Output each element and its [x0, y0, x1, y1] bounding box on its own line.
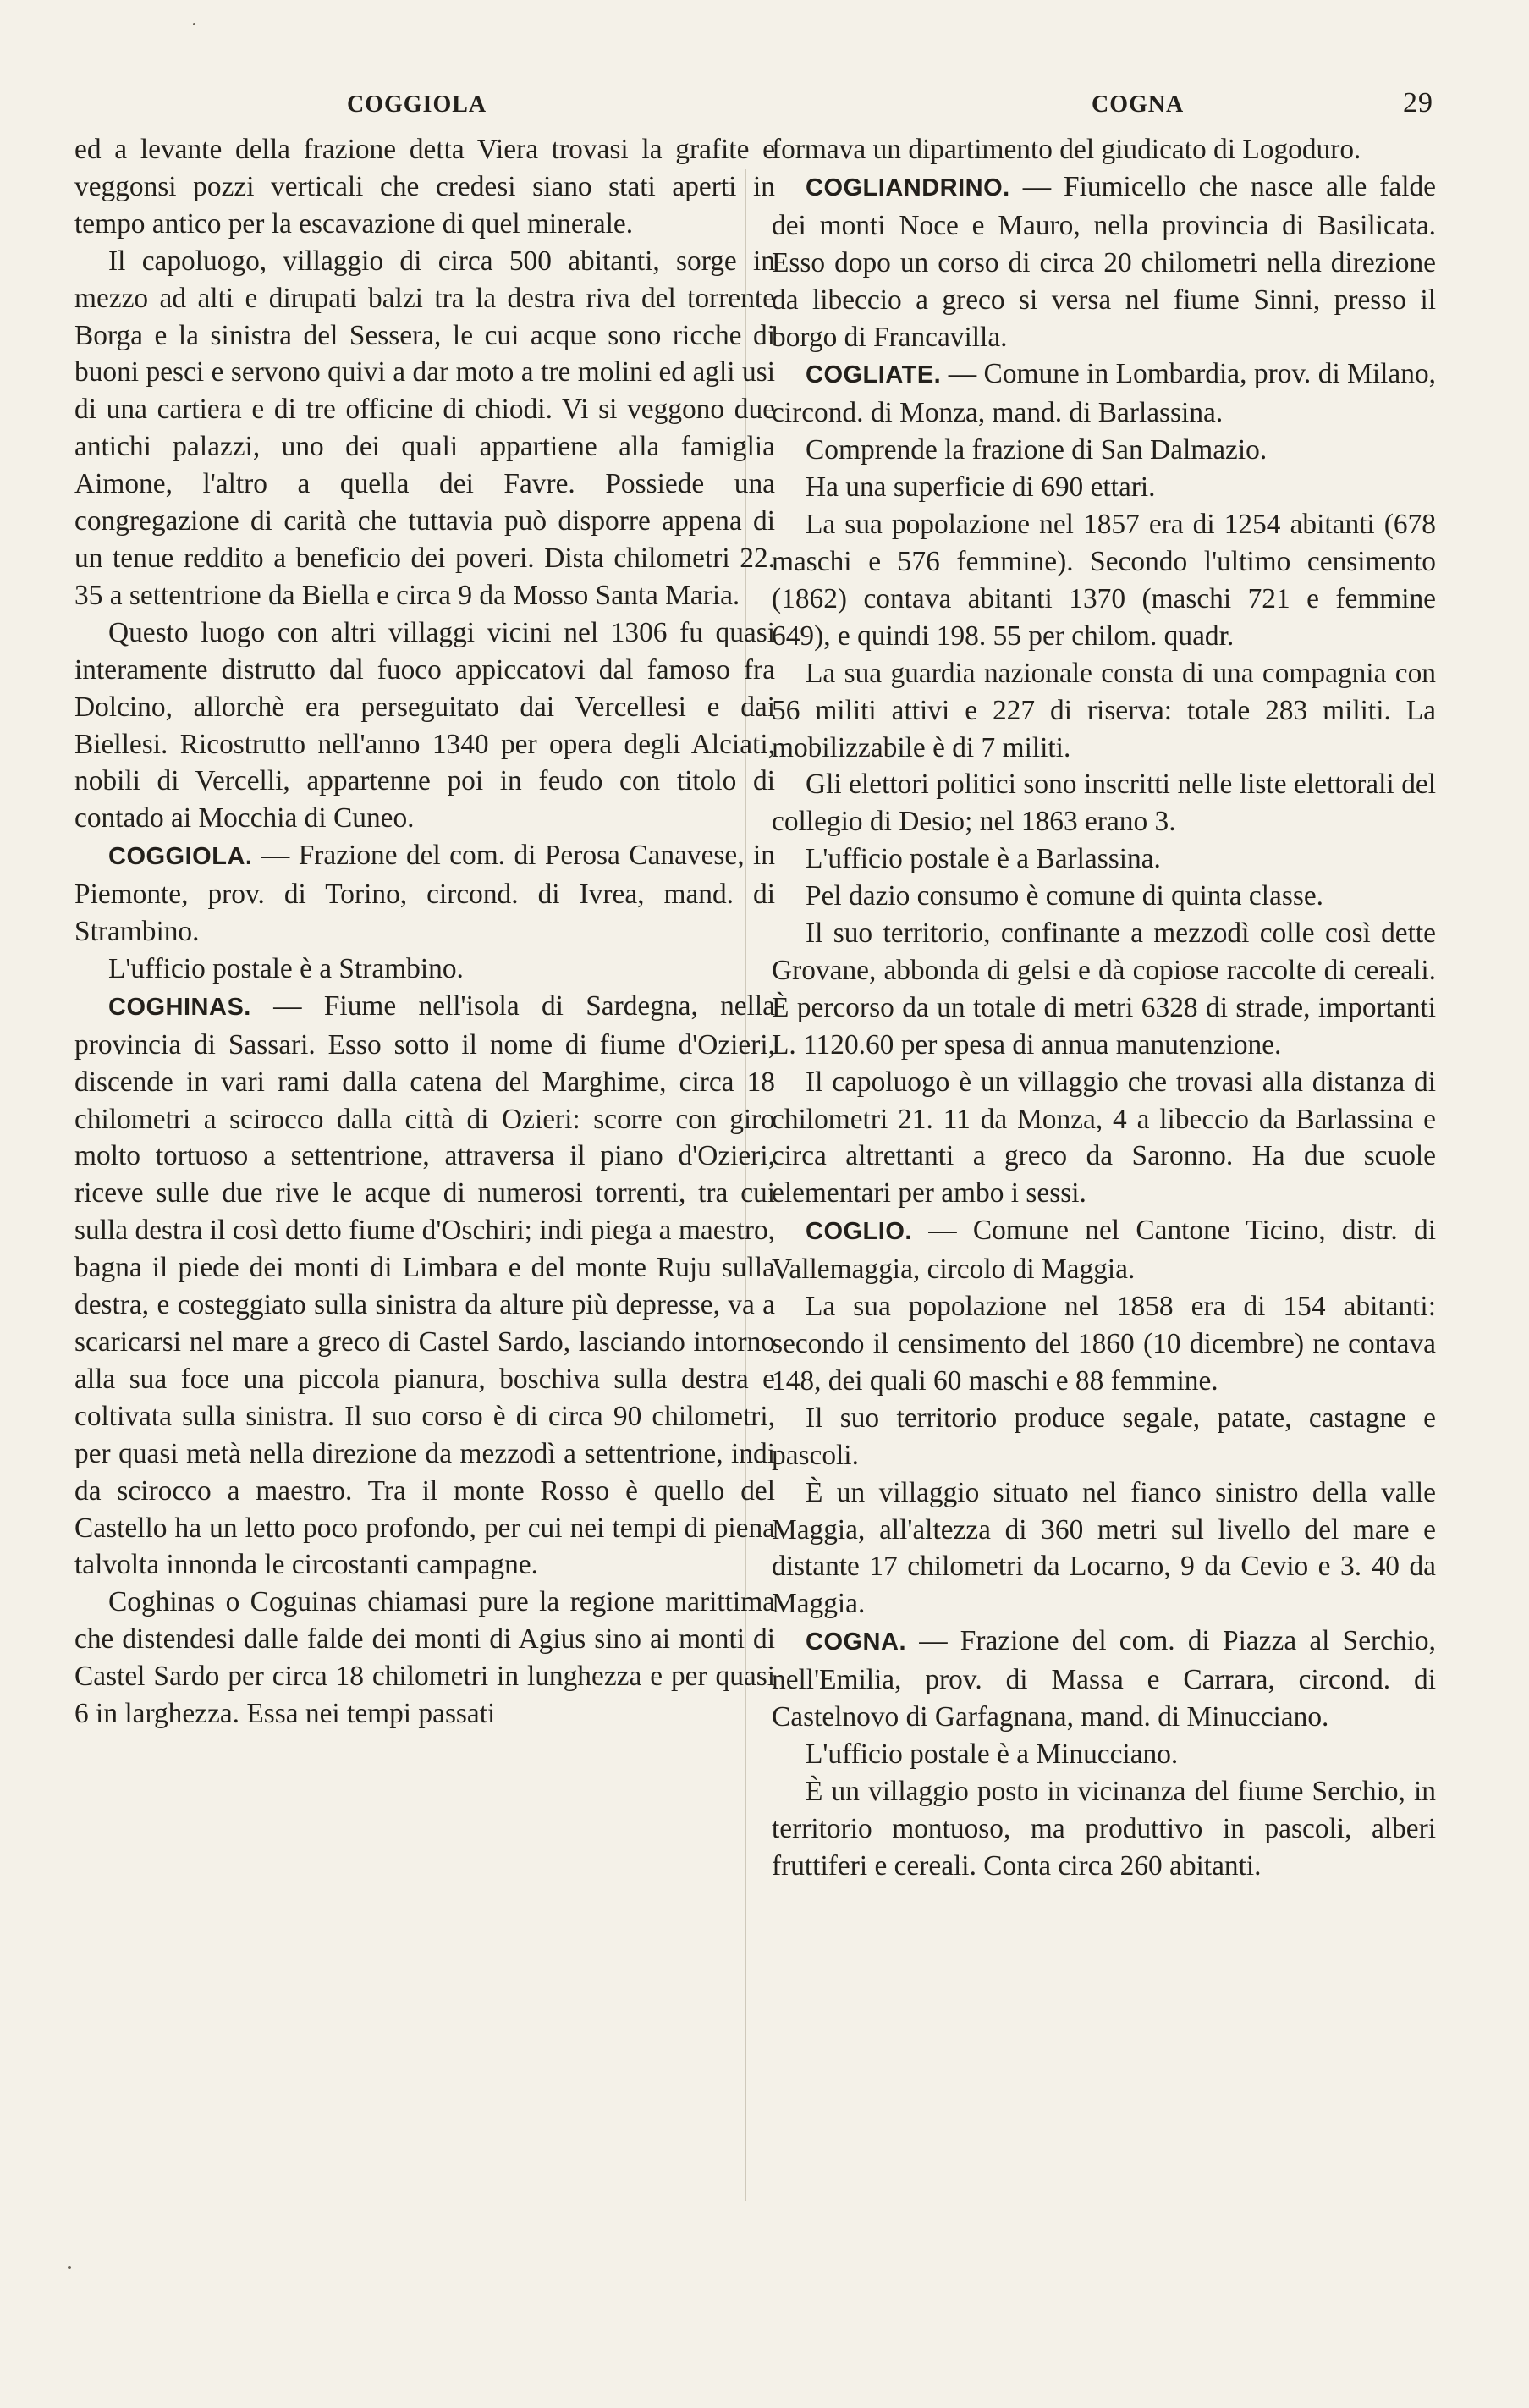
- paragraph: La sua popolazione nel 1857 era di 1254 abitanti (678 maschi e 576 femmine). Secondo l'ultimo censimento (1862) contava abitanti 1370 (maschi 721 e femmine 649), e quindi 198. 55 per chilom. quadr.: [772, 509, 1436, 652]
- paragraph: È un villaggio situato nel fianco sinistro della valle Maggia, all'altezza di 360 metri sul livello del mare e distante 17 chilometri da Locarno, 9 da Cevio e 3. 40 da Maggia.: [772, 1476, 1436, 1620]
- paragraph: La sua guardia nazionale consta di una compagnia con 56 militi attivi e 227 di riserva: totale 283 militi. La mobilizzabile è di 7 militi.: [772, 657, 1436, 763]
- paragraph: L'ufficio postale è a Minucciano.: [806, 1738, 1179, 1770]
- entry-cogliandrino: [772, 168, 1436, 356]
- entry-cogliate: [772, 355, 1436, 432]
- entry-headword: COGNA.: [806, 1628, 906, 1656]
- entry-headword: COGGIOLA.: [108, 843, 253, 871]
- entry-coghinas: [74, 988, 775, 1584]
- paragraph: L'ufficio postale è a Barlassina.: [806, 843, 1161, 875]
- ink-speck: [68, 2266, 71, 2269]
- paragraph: Coghinas o Coguinas chiamasi pure la regione marittima che distendesi dalle falde dei monti di Agius sino ai monti di Castel Sardo per circa 18 chilometri in lunghezza e per quasi 6 in larghezza. Essa nei tempi passati: [74, 1586, 775, 1730]
- entry-coglio: [772, 1212, 1436, 1288]
- entry-text: — Frazione del com. di Piazza al Serchio, nell'Emilia, prov. di Massa e Carrara, circond. di Castelnovo di Garfagnana, mand. di Minucciano.: [772, 1625, 1436, 1733]
- paragraph: ed a levante della frazione detta Viera trovasi la grafite e veggonsi pozzi verticali che credesi siano stati aperti in tempo antico per la escavazione di quel minerale.: [74, 134, 775, 240]
- entry-text: — Fiumicello che nasce alle falde dei monti Noce e Mauro, nella provincia di Basilicata. Esso dopo un corso di circa 20 chilometri nella direzione da libeccio a greco si versa nel fiume Sinni, presso il borgo di Francavilla.: [772, 170, 1436, 353]
- entry-headword: COGHINAS.: [108, 993, 251, 1021]
- paragraph: È un villaggio posto in vicinanza del fiume Serchio, in territorio montuoso, ma produttivo in pascoli, alberi fruttiferi e cereali. Conta circa 260 abitanti.: [772, 1775, 1436, 1882]
- paragraph: Gli elettori politici sono inscritti nelle liste elettorali del collegio di Desio; nel 1863 erano 3.: [772, 769, 1436, 838]
- entry-coggiola: [74, 837, 775, 951]
- paragraph: Il suo territorio produce segale, patate, castagne e pascoli.: [772, 1402, 1436, 1471]
- running-head-right: COGNA: [1092, 91, 1185, 118]
- page-number: 29: [1403, 87, 1433, 118]
- right-column: [772, 131, 1436, 1885]
- paragraph: Il capoluogo è un villaggio che trovasi alla distanza di chilometri 21. 11 da Monza, 4 a libeccio da Barlassina e circa altrettanti a greco da Saronno. Ha due scuole elementari per ambo i sessi.: [772, 1066, 1436, 1210]
- paragraph: La sua popolazione nel 1858 era di 154 abitanti: secondo il censimento del 1860 (10 dicembre) ne contava 148, dei quali 60 maschi e 88 femmine.: [772, 1291, 1436, 1397]
- entry-headword: COGLIO.: [806, 1218, 912, 1246]
- ink-speck: [193, 23, 195, 25]
- entry-text: — Frazione del com. di Perosa Canavese, in Piemonte, prov. di Torino, circond. di Ivrea, mand. di Strambino.: [74, 840, 775, 948]
- running-head-left: COGGIOLA: [347, 91, 487, 118]
- entry-cogna: [772, 1623, 1436, 1736]
- paragraph: Pel dazio consumo è comune di quinta classe.: [806, 880, 1324, 912]
- entry-text: — Comune nel Cantone Ticino, distr. di Vallemaggia, circolo di Maggia.: [772, 1215, 1436, 1286]
- paragraph: Ha una superficie di 690 ettari.: [806, 471, 1156, 504]
- entry-headword: COGLIATE.: [806, 361, 942, 389]
- left-column: [74, 131, 775, 1733]
- paragraph: Comprende la frazione di San Dalmazio.: [806, 434, 1268, 466]
- paragraph: Il capoluogo, villaggio di circa 500 abitanti, sorge in mezzo ad alti e dirupati balzi tra la destra riva del torrente Borga e la sinistra del Sessera, le cui acque sono ricche di buoni pesci e servono quivi a dar moto a tre molini ed agli usi di una cartiera e di tre officine di chiodi. Vi si veggono due antichi palazzi, uno dei quali appartiene alla famiglia Aimone, l'altro a quella dei Favre. Possiede una congregazione di carità che tuttavia può disporre appena di un tenue reddito a beneficio dei poveri. Dista chilometri 22. 35 a settentrione da Biella e circa 9 da Mosso Santa Maria.: [74, 245, 775, 611]
- entry-text: — Comune in Lombardia, prov. di Milano, circond. di Monza, mand. di Barlassina.: [772, 358, 1436, 429]
- paragraph: L'ufficio postale è a Strambino.: [108, 952, 464, 984]
- paragraph: Il suo territorio, confinante a mezzodì colle così dette Grovane, abbonda di gelsi e dà copiose raccolte di cereali. È percorso da un totale di metri 6328 di strade, importanti L. 1120.60 per spesa di annua manutenzione.: [772, 917, 1436, 1061]
- entry-text: — Fiume nell'isola di Sardegna, nella provincia di Sassari. Esso sotto il nome di fiume d'Ozieri, discende in vari rami dalla catena del Marghime, circa 18 chilometri a scirocco dalla città di Ozieri: scorre con giro molto tortuoso a settentrione, attraversa il piano d'Ozieri, riceve sulle due rive le acque di numerosi torrenti, tra cui sulla destra il così detto fiume d'Oschiri; indi piega a maestro, bagna il piede dei monti di Limbara e del monte Ruju sulla destra, e costeggiato sulla sinistra da alture più depresse, va a scaricarsi nel mare a greco di Castel Sardo, lasciando intorno alla sua foce una piccola pianura, boschiva sulla destra e coltivata sulla sinistra. Il suo corso è di circa 90 chilometri, per quasi metà nella direzione da mezzodì a settentrione, indi da scirocco a maestro. Tra il monte Rosso è quello del Castello ha un letto poco profondo, per cui nei tempi di piena talvolta innonda le circostanti campagne.: [74, 989, 775, 1581]
- paragraph: formava un dipartimento del giudicato di Logoduro.: [772, 134, 1361, 165]
- paragraph: Questo luogo con altri villaggi vicini nel 1306 fu quasi interamente distrutto dal fuoco appiccatovi dal famoso fra Dolcino, allorchè era perseguitato dai Vercellesi e dai Biellesi. Ricostrutto nell'anno 1340 per opera degli Alciati, nobili di Vercelli, appartenne poi in feudo con titolo di contado ai Mocchia di Cuneo.: [74, 616, 775, 835]
- entry-headword: COGLIANDRINO.: [806, 174, 1010, 201]
